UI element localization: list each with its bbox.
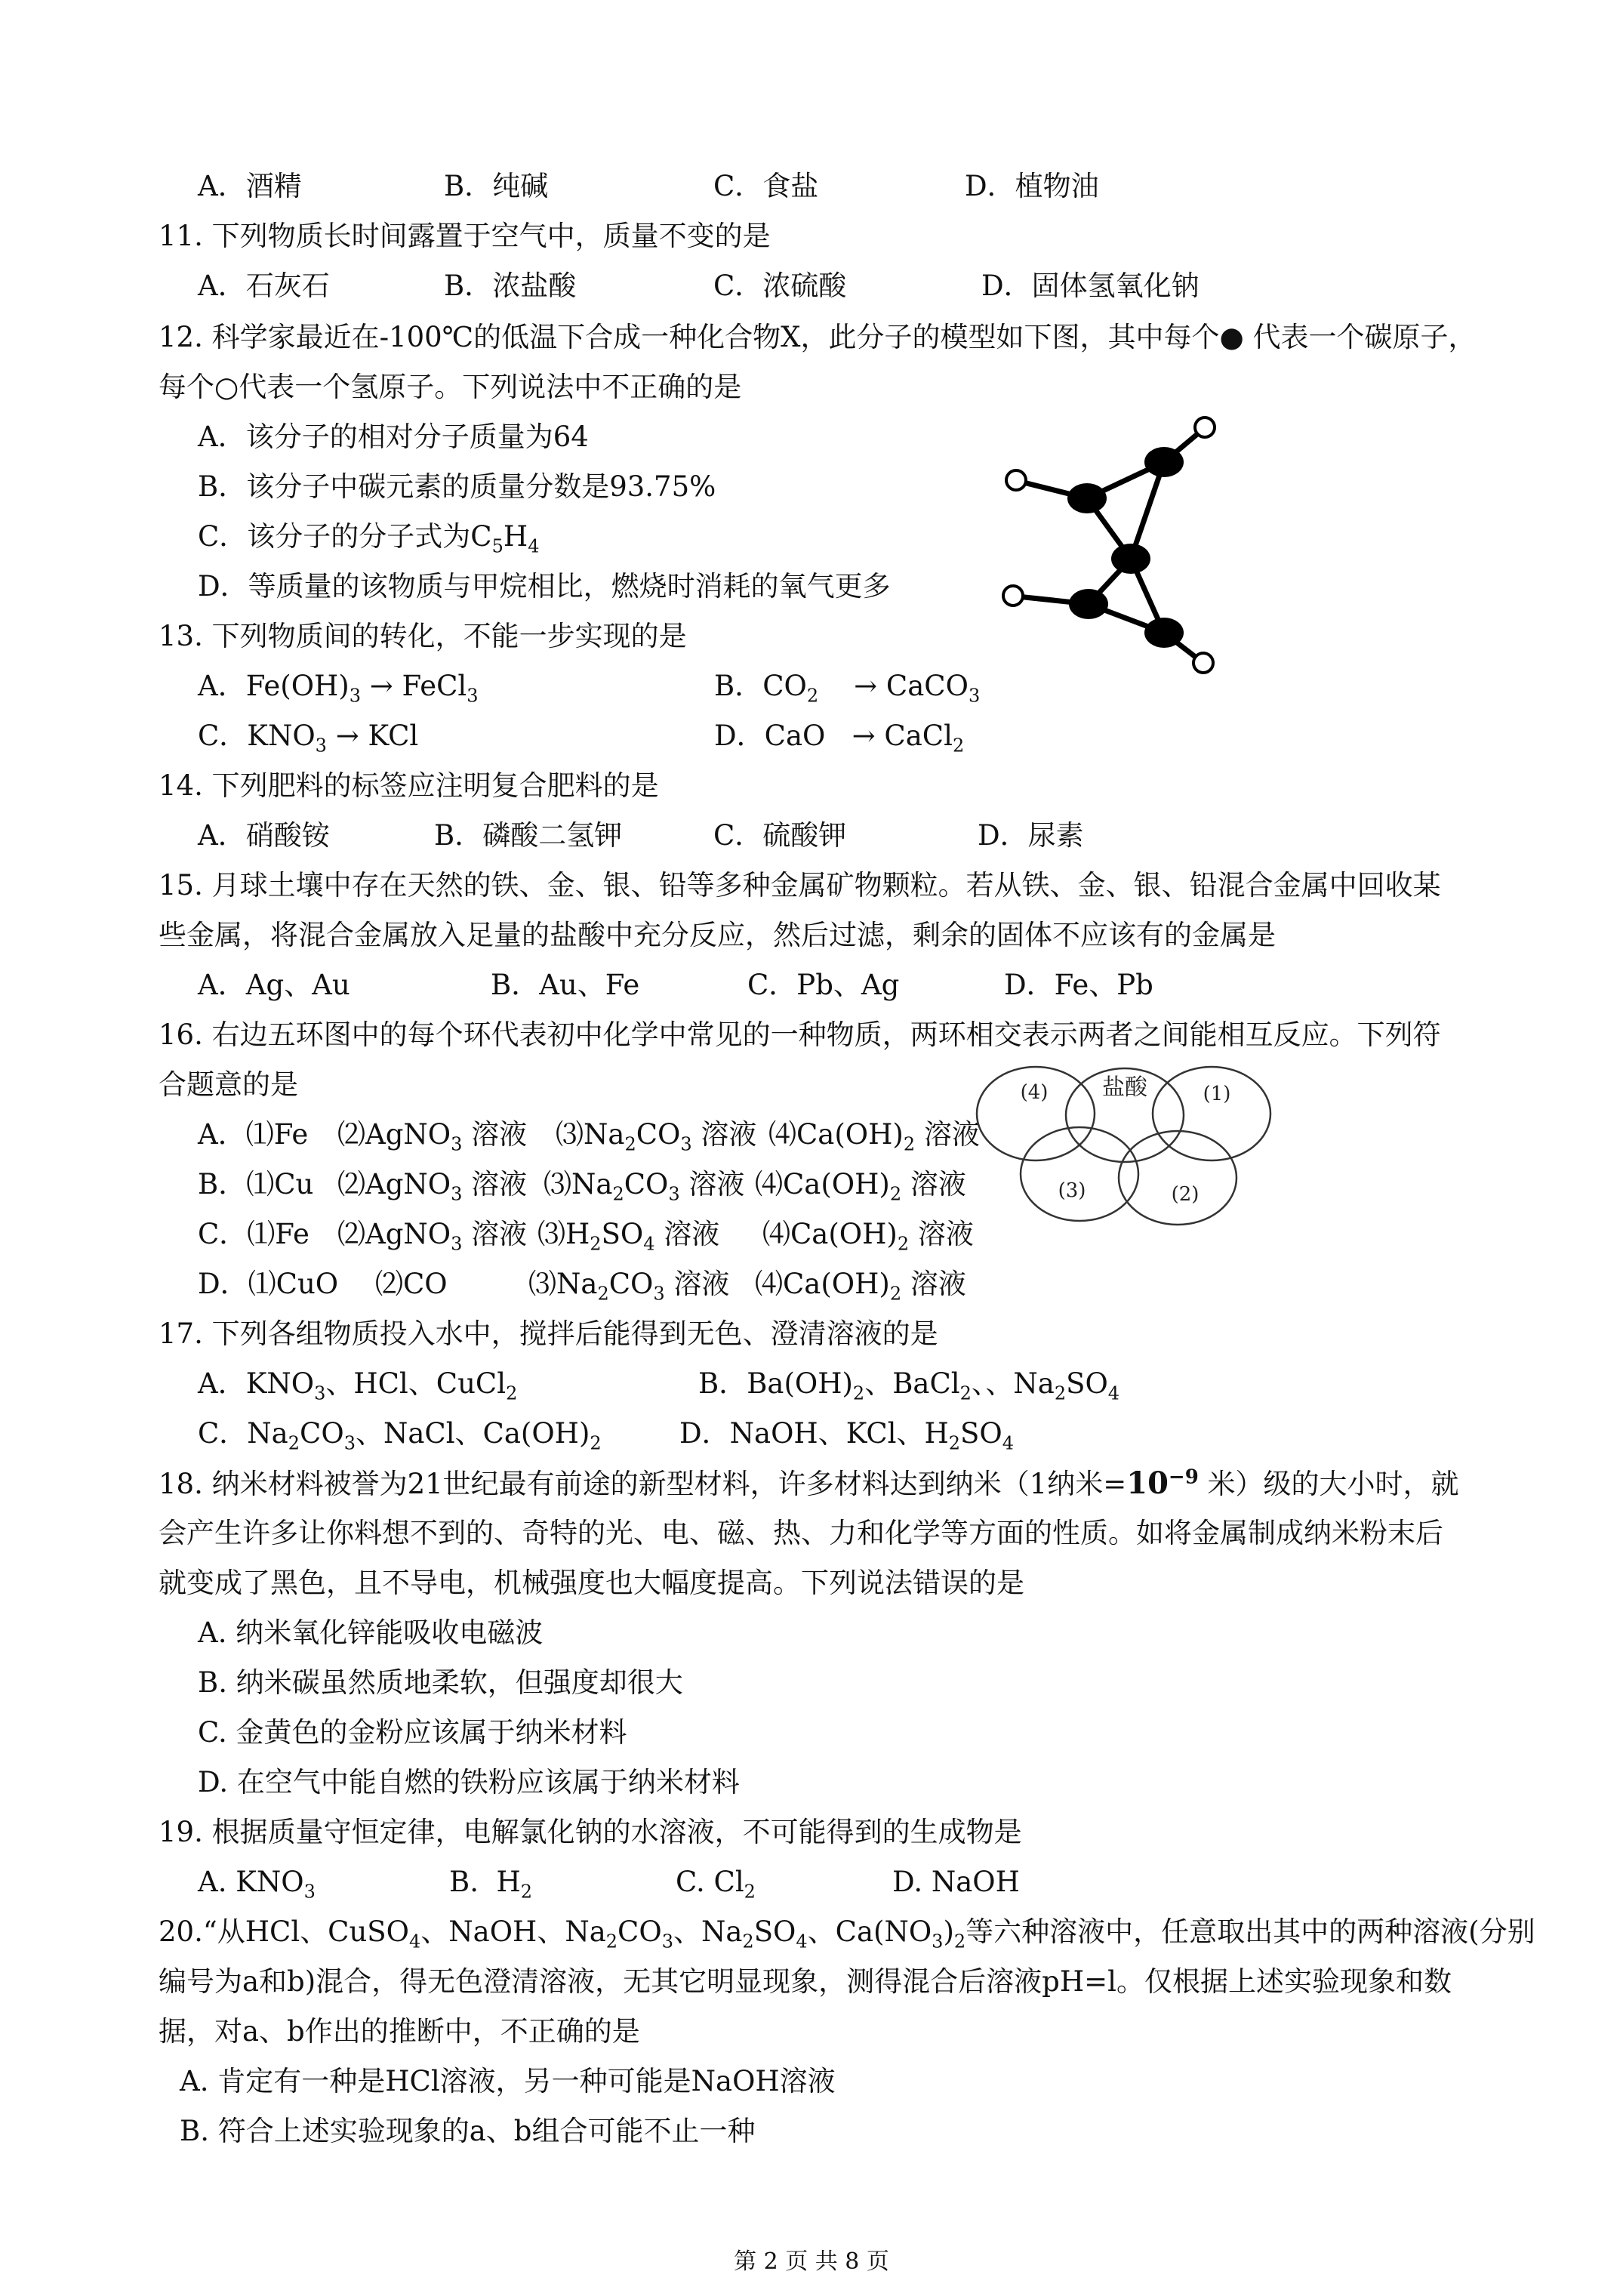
q17-stem: 17. 下列各组物质投入水中，搅拌后能得到无色、澄清溶液的是 xyxy=(159,1318,938,1350)
q10-option-c: C．食盐 xyxy=(713,170,819,202)
q13-option-d: D．CaO → CaCl$_2$ xyxy=(714,720,965,757)
hydrogen-atom xyxy=(1003,586,1023,606)
q19-option-b: B. $H_2$ xyxy=(449,1866,533,1903)
q20-stem-line3: 据，对a、b作出的推断中，不正确的是 xyxy=(159,2015,640,2048)
q14-option-a: A．硝酸铵 xyxy=(198,819,330,852)
five-ring-figure xyxy=(974,1061,1276,1234)
q20-stem-line1: 20.“从HCl、CuSO$_4$、NaOH、$Na_2CO_3$、$Na_2SO_4$、$Ca(NO_3)_2$等六种溶液中，任意取出其中的两种溶液(分别 xyxy=(159,1915,1535,1952)
hydrogen-atom xyxy=(1193,653,1213,673)
hydrogen-atom xyxy=(1195,418,1215,437)
q11-option-b: B．浓盐酸 xyxy=(444,270,577,302)
q16-stem-line2: 合题意的是 xyxy=(159,1068,298,1101)
q18-stem-line3: 就变成了黑色，且不导电，机械强度也大幅度提高。下列说法错误的是 xyxy=(159,1567,1024,1599)
q15-stem-line2: 些金属，将混合金属放入足量的盐酸中充分反应，然后过滤，剩余的固体不应该有的金属是 xyxy=(159,919,1276,951)
q12-stem-line1: 12. 科学家最近在-100℃的低温下合成一种化合物X，此分子的模型如下图，其中每个● 代表一个碳原子， xyxy=(159,321,1477,353)
q20-stem-line2: 编号为a和b)混合，得无色澄清溶液，无其它明显现象，测得混合后溶液pH=l。仅根据上述实验现象和数 xyxy=(159,1965,1452,1998)
q17-option-c: C．$Na_2CO_3$、NaCl、$Ca(OH)_2$ xyxy=(198,1417,602,1454)
molecule-model-figure xyxy=(996,408,1268,687)
q14-option-d: D．尿素 xyxy=(978,819,1084,852)
q19-option-a: A. $KNO_3$ xyxy=(198,1866,316,1903)
q20-option-a: A. 肯定有一种是HCl溶液，另一种可能是NaOH溶液 xyxy=(180,2065,836,2097)
q18-option-b: B. 纳米碳虽然质地柔软，但强度却很大 xyxy=(198,1666,683,1699)
carbon-atom xyxy=(1144,447,1184,477)
q11-option-c: C．浓硫酸 xyxy=(713,270,847,302)
q11-stem: 11. 下列物质长时间露置于空气中，质量不变的是 xyxy=(159,220,771,252)
q12-option-a: A．该分子的相对分子质量为64 xyxy=(198,421,589,453)
q19-option-d: D. NaOH xyxy=(892,1866,1020,1898)
carbon-atom xyxy=(1144,618,1184,648)
ring-1 xyxy=(1153,1067,1270,1160)
q11-option-a: A．石灰石 xyxy=(198,270,330,302)
q18-stem-line2: 会产生许多让你料想不到的、奇特的光、电、磁、热、力和化学等方面的性质。如将金属制成纳米粉末后 xyxy=(159,1517,1443,1549)
q15-option-d: D．Fe、Pb xyxy=(1004,969,1153,1001)
q15-stem-line1: 15. 月球土壤中存在天然的铁、金、银、铅等多种金属矿物颗粒。若从铁、金、银、铅混合金属中回收某 xyxy=(159,869,1441,901)
q12-stem-line2: 每个○代表一个氢原子。下列说法中不正确的是 xyxy=(159,371,742,403)
q18-option-a: A. 纳米氧化锌能吸收电磁波 xyxy=(198,1616,544,1649)
carbon-atom xyxy=(1111,544,1150,574)
page-footer: 第 2 页 共 8 页 xyxy=(734,2248,889,2275)
q13-option-b: B．$CO_2$ → CaCO$_3$ xyxy=(714,670,981,707)
q12-option-b: B．该分子中碳元素的质量分数是93.75% xyxy=(198,470,716,503)
q10-option-d: D．植物油 xyxy=(965,170,1099,202)
q19-option-c: C. $Cl_2$ xyxy=(676,1866,756,1903)
q14-option-c: C．硫酸钾 xyxy=(713,819,847,852)
q15-option-b: B．Au、Fe xyxy=(491,969,640,1001)
q19-stem: 19. 根据质量守恒定律，电解氯化钠的水溶液，不可能得到的生成物是 xyxy=(159,1816,1022,1848)
q15-option-a: A．Ag、Au xyxy=(198,969,350,1001)
q13-option-c: C．$KNO_3$ → KCl xyxy=(198,720,419,757)
ring-label: (1) xyxy=(1203,1083,1231,1105)
q18-stem-line1: 18. 纳米材料被誉为21世纪最有前途的新型材料，许多材料达到纳米（1纳米$=10^{-9}$ 米）级的大小时，就 xyxy=(159,1465,1459,1501)
exam-page: A．酒精 B．纯碱 C．食盐 D．植物油 11. 下列物质长时间露置于空气中，质量不变的是 A．石灰石 B．浓盐酸 C．浓硫酸 D．固体氢氧化钠 12. 科学家最近在-100℃的低温下合成一种化合物X，此分子的模型如下图，其中每个● 代表一个碳原子， 每个○代表一个氢原子。下列说法中不正确的是 A．该分子的相对分子质量为64 B．该分子中碳元素的质量分数是93.75% C．该分子的分子式为$C_5H_4$ D．等质量的该物质与甲烷相比，燃烧时消耗的氧气更多 13. 下列物质间的转化，不能一步实现的是 A．$Fe(OH)_3$ → FeCl$_3$ B．$CO_2$ → CaCO$_3$ C．$KNO_3$ → KCl D．CaO → CaCl$_2$ 14. 下列肥料的标签应注明复合肥料的是 A．硝酸铵 B．磷酸二氢钾 C．硫酸钾 D．尿素 15. 月球土壤中存在天然的铁、金、银、铅等多种金属矿物颗粒。若从铁、金、银、铅混合金属中回收某 些金属，将混合金属放入足量的盐酸中充分反应，然后过滤，剩余的固体不应该有的金属是 A．Ag、Au B．Au、Fe C．Pb、Ag D．Fe、Pb 16. 右边五环图中的每个环代表初中化学中常见的一种物质，两环相交表示两者之间能相互反应。下列符 合题意的是 A．⑴Fe ⑵AgNO$_3$ 溶液 $⑶Na_2CO_3$ 溶液 $⑷Ca(OH)_2$ 溶液 B．⑴Cu ⑵AgNO$_3$ 溶液 $⑶Na_2CO_3$ 溶液 $⑷Ca(OH)_2$ 溶液 C．⑴Fe ⑵AgNO$_3$ 溶液 $⑶H_2SO_4$ 溶液 $⑷Ca(OH)_2$ 溶液 D．⑴CuO ⑵CO $⑶Na_2CO_3$ 溶液 $⑷Ca(OH)_2$ 溶液 (4) 盐酸 (1) (3) (2) 17. 下列各组物质投入水中，搅拌后能得到无色、澄清溶液的是 A．$KNO_3$、HCl、CuCl$_2$ B．$Ba(OH)_2$、BaCl$_2$、、$Na_2SO_4$ C．$Na_2CO_3$、NaCl、$Ca(OH)_2$ D．NaOH、KCl、$H_2SO_4$ 18. 纳米材料被誉为21世纪最有前途的新型材料，许多材料达到纳米（1纳米$=10^{-9}$ 米）级的大小时，就 会产生许多让你料想不到的、奇特的光、电、磁、热、力和化学等方面的性质。如将金属制成纳米粉末后 就变成了黑色，且不导电，机械强度也大幅度提高。下列说法错误的是 A. 纳米氧化锌能吸收电磁波 B. 纳米碳虽然质地柔软，但强度却很大 C. 金黄色的金粉应该属于纳米材料 D. 在空气中能自燃的铁粉应该属于纳米材料 19. 根据质量守恒定律，电解氯化钠的水溶液，不可能得到的生成物是 A. $KNO_3$ B. $H_2$ C. $Cl_2$ D. NaOH 20.“从HCl、CuSO$_4$、NaOH、$Na_2CO_3$、$Na_2SO_4$、$Ca(NO_3)_2$等六种溶液中，任意取出其中的两种溶液(分别 编号为a和b)混合，得无色澄清溶液，无其它明显现象，测得混合后溶液pH=l。仅根据上述实验现象和数 据，对a、b作出的推断中，不正确的是 A. 肯定有一种是HCl溶液，另一种可能是NaOH溶液 B. 符合上述实验现象的a、b组合可能不止一种 第 2 页 共 8 页 xyxy=(0,0,1623,2296)
q17-option-b: B．$Ba(OH)_2$、BaCl$_2$、、$Na_2SO_4$ xyxy=(698,1367,1120,1404)
q13-option-a: A．$Fe(OH)_3$ → FeCl$_3$ xyxy=(198,670,479,707)
q14-stem: 14. 下列肥料的标签应注明复合肥料的是 xyxy=(159,769,659,802)
ring-label: (4) xyxy=(1020,1081,1049,1104)
ring-3 xyxy=(1021,1127,1138,1221)
q16-stem-line1: 16. 右边五环图中的每个环代表初中化学中常见的一种物质，两环相交表示两者之间能相互反应。下列符 xyxy=(159,1019,1441,1051)
q20-option-b: B. 符合上述实验现象的a、b组合可能不止一种 xyxy=(180,2115,756,2147)
carbon-atom xyxy=(1067,483,1107,513)
q14-option-b: B．磷酸二氢钾 xyxy=(434,819,623,852)
q12-option-c: C．该分子的分子式为$C_5H_4$ xyxy=(198,520,540,557)
q15-option-c: C．Pb、Ag xyxy=(747,969,900,1001)
q17-option-a: A．$KNO_3$、HCl、CuCl$_2$ xyxy=(198,1367,518,1404)
ring-2 xyxy=(1119,1131,1236,1225)
q11-option-d: D．固体氢氧化钠 xyxy=(981,270,1200,302)
q10-option-b: B．纯碱 xyxy=(444,170,549,202)
ring-label: 盐酸 xyxy=(1102,1074,1147,1101)
ring-label: (3) xyxy=(1058,1179,1086,1202)
q18-option-c: C. 金黄色的金粉应该属于纳米材料 xyxy=(198,1716,627,1749)
hydrogen-atom xyxy=(1006,470,1026,490)
ring-label: (2) xyxy=(1171,1183,1200,1206)
q13-stem: 13. 下列物质间的转化，不能一步实现的是 xyxy=(159,620,687,652)
q17-option-d: D．NaOH、KCl、$H_2SO_4$ xyxy=(679,1417,1015,1454)
q12-option-d: D．等质量的该物质与甲烷相比，燃烧时消耗的氧气更多 xyxy=(198,570,891,603)
q10-option-a: A．酒精 xyxy=(198,170,302,202)
q18-option-d: D. 在空气中能自燃的铁粉应该属于纳米材料 xyxy=(198,1766,740,1798)
carbon-atom xyxy=(1069,589,1108,619)
